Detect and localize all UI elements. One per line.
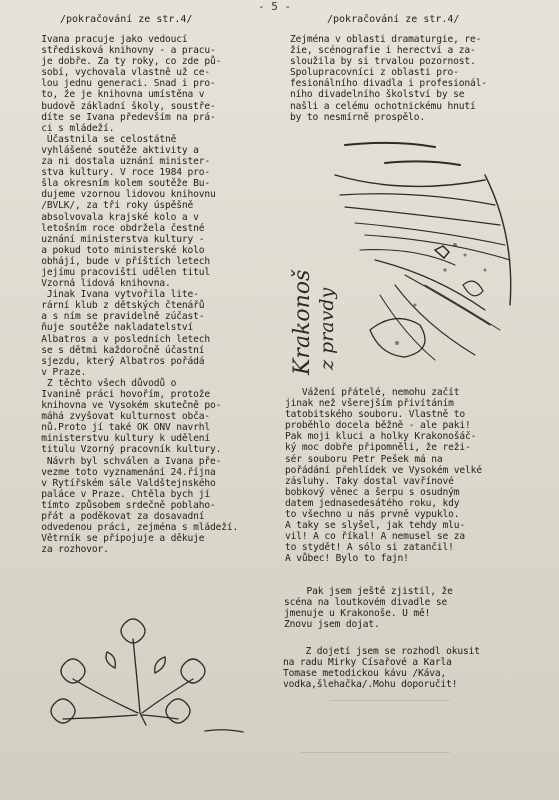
text-line: středisková knihovny - a pracu-	[30, 45, 216, 57]
text-line: nů.Proto jí také OK ONV navrhl	[30, 422, 211, 434]
drawing-caption-pravdy: z pravdy	[316, 287, 338, 370]
text-line: přát a poděkovat za dosavadní	[30, 511, 205, 523]
text-line: bobkový věnec a šerpu s osudným	[285, 486, 460, 498]
text-line: ňuje soutěže nakladatelství	[30, 322, 194, 334]
text-line: našli a celému ochotnickému hnutí	[290, 100, 476, 112]
text-line: knihovna ve Vysokém skutečně po-	[30, 400, 222, 412]
right-column-top-text	[290, 34, 487, 123]
text-line: tatobitského souboru. Vlastně to	[285, 409, 466, 421]
text-line: jinak než všerejším přivítáním	[285, 398, 454, 410]
text-line: uznání ministerstva kultury -	[30, 233, 205, 245]
text-line: Z dojetí jsem se rozhodl okusit	[283, 646, 480, 657]
text-line: proběhlo docela běžně - ale paki!	[285, 420, 471, 432]
text-line: odvedenou práci, zejména s mládeží.	[30, 522, 239, 534]
text-line: dujeme vzornou lidovou knihovnu	[30, 189, 216, 201]
right-column-coffee-text	[283, 646, 480, 690]
text-line: Spolupracovníci z oblasti pro-	[290, 67, 459, 79]
text-line: ního divadelního školství by se	[290, 89, 465, 101]
text-line: to, že je knihovna umístěna v	[30, 89, 205, 101]
text-line: Ivanině práci hovořím, protože	[30, 389, 211, 400]
text-line: vyhlášené soutěže aktivity a	[30, 144, 199, 156]
text-line: obhájí, bude v příštích letech	[30, 255, 211, 267]
text-line: Jinak Ivana vytvořila lite-	[30, 289, 199, 301]
text-line: tímto způsobem srdečně poblaho-	[30, 499, 216, 511]
text-line: Větrník se připojuje a děkuje	[30, 533, 205, 545]
right-column-greeting-text	[285, 387, 482, 565]
text-line: máhá zvyšovat kulturnost obča-	[30, 411, 211, 423]
page-number: - 5 -	[258, 0, 292, 13]
text-line: Účastnila se celostátně	[30, 133, 177, 145]
text-line: sloužila by si trvalou pozornost.	[290, 56, 476, 68]
text-line: je dobře. Za ty roky, co zde pů-	[30, 56, 222, 68]
text-line: stva kultury. V roce 1984 pro-	[30, 167, 211, 179]
text-line: by to nesmírně prospělo.	[290, 111, 426, 123]
text-line: sobí, vychovala vlastně už ce-	[30, 67, 211, 79]
text-line: žie, scénografie i herectví a za-	[290, 45, 476, 57]
text-line: Ivana pracuje jako vedoucí	[30, 34, 188, 45]
text-line: Z těchto všech důvodů o	[30, 377, 177, 389]
text-line: lou jednu generaci. Snad i pro-	[30, 78, 216, 90]
text-line: Vzorná lidová knihovna.	[30, 278, 171, 290]
text-line: sjezdu, který Albatros pořádá	[30, 355, 205, 367]
text-line: v Praze.	[30, 366, 87, 378]
text-line: vil! A co říkal! A nemusel se za	[285, 531, 466, 543]
text-line: jejímu pracovišti udělen titul	[30, 266, 211, 278]
text-line: A taky se slyšel, jak tehdy mlu-	[285, 520, 466, 532]
left-column-text	[30, 34, 238, 555]
text-line: scéna na loutkovém divadle se	[284, 597, 448, 609]
text-line: rární klub z dětských čtenářů	[30, 300, 205, 312]
text-line: jmenuje u Krakonoše. U mě!	[284, 608, 431, 620]
text-line: Pak moji kluci a holky Krakonošáč-	[285, 431, 477, 443]
text-line: Znovu jsem dojat.	[284, 619, 380, 631]
text-line: Zejména v oblasti dramaturgie, re-	[290, 34, 482, 45]
text-line: v Rytířském sále Valdštejnského	[30, 477, 216, 489]
text-line: vezme toto vyznamenání 24.října	[30, 466, 216, 478]
text-line: a s ním se pravidelně zúčast-	[30, 311, 205, 323]
left-column-heading: /pokračování ze str.4/	[60, 14, 193, 25]
text-line: Albatros a v posledních letech	[30, 333, 211, 345]
text-line: to všechno u nás prvně vypuklo.	[285, 509, 460, 521]
text-line: paláce v Praze. Chtěla bych jí	[30, 488, 211, 500]
text-line: zásluhy. Taky dostal vavřínové	[285, 475, 454, 487]
text-line: na radu Mirky Císařové a Karla	[283, 657, 452, 669]
text-line: budově základní školy, soustře-	[30, 100, 216, 112]
text-line: datem jednasedesátého roku, kdy	[285, 497, 460, 509]
text-line: Tomase metodickou kávu /Káva,	[283, 668, 447, 680]
text-line: se s dětmi každoročně účastní	[30, 344, 205, 356]
text-line: titulu Vzorný pracovník kultury.	[30, 444, 222, 456]
drawing-caption-krakonos: Krakonoš	[290, 269, 315, 375]
right-column-heading: /pokračování ze str.4/	[327, 14, 460, 25]
text-line: ministerstvu kultury k udělení	[30, 433, 211, 445]
text-line: a pokud toto ministerské kolo	[30, 244, 205, 256]
text-line: /BVLK/, za tři roky úspěšně	[30, 200, 194, 212]
right-column-puppet-text	[284, 586, 453, 630]
text-line: letošním roce obdržela čestné	[30, 222, 205, 234]
text-line: to stydět! A sólo si zatančil!	[285, 542, 454, 554]
text-line: za ni dostala uznání minister-	[30, 156, 211, 168]
text-line: Vážení přátelé, nemohu začít	[285, 387, 460, 398]
text-line: díte se Ivana především na prá-	[30, 111, 216, 123]
text-line: sér souboru Petr Pešek má na	[285, 453, 443, 465]
text-line: šla okresním kolem soutěže Bu-	[30, 178, 211, 190]
text-line: fesionálního divadla i profesionál-	[290, 78, 487, 90]
text-line: Pak jsem ještě zjistil, že	[284, 586, 453, 597]
flower-bouquet-illustration	[45, 608, 245, 738]
text-line: absolvovala krajské kolo a v	[30, 211, 199, 223]
text-line: Návrh byl schválen a Ivana pře-	[30, 455, 222, 467]
text-line: vodka,šlehačka/.Mohu doporučit!	[283, 679, 458, 691]
text-line: ký moc dobře připomněli, že reži-	[285, 442, 471, 454]
text-line: za rozhovor.	[30, 544, 109, 556]
text-line: ci s mládeží.	[30, 122, 115, 134]
text-line: A vůbec! Bylo to fajn!	[285, 553, 409, 565]
text-line: pořádání přehlídek ve Vysokém velké	[285, 464, 482, 476]
